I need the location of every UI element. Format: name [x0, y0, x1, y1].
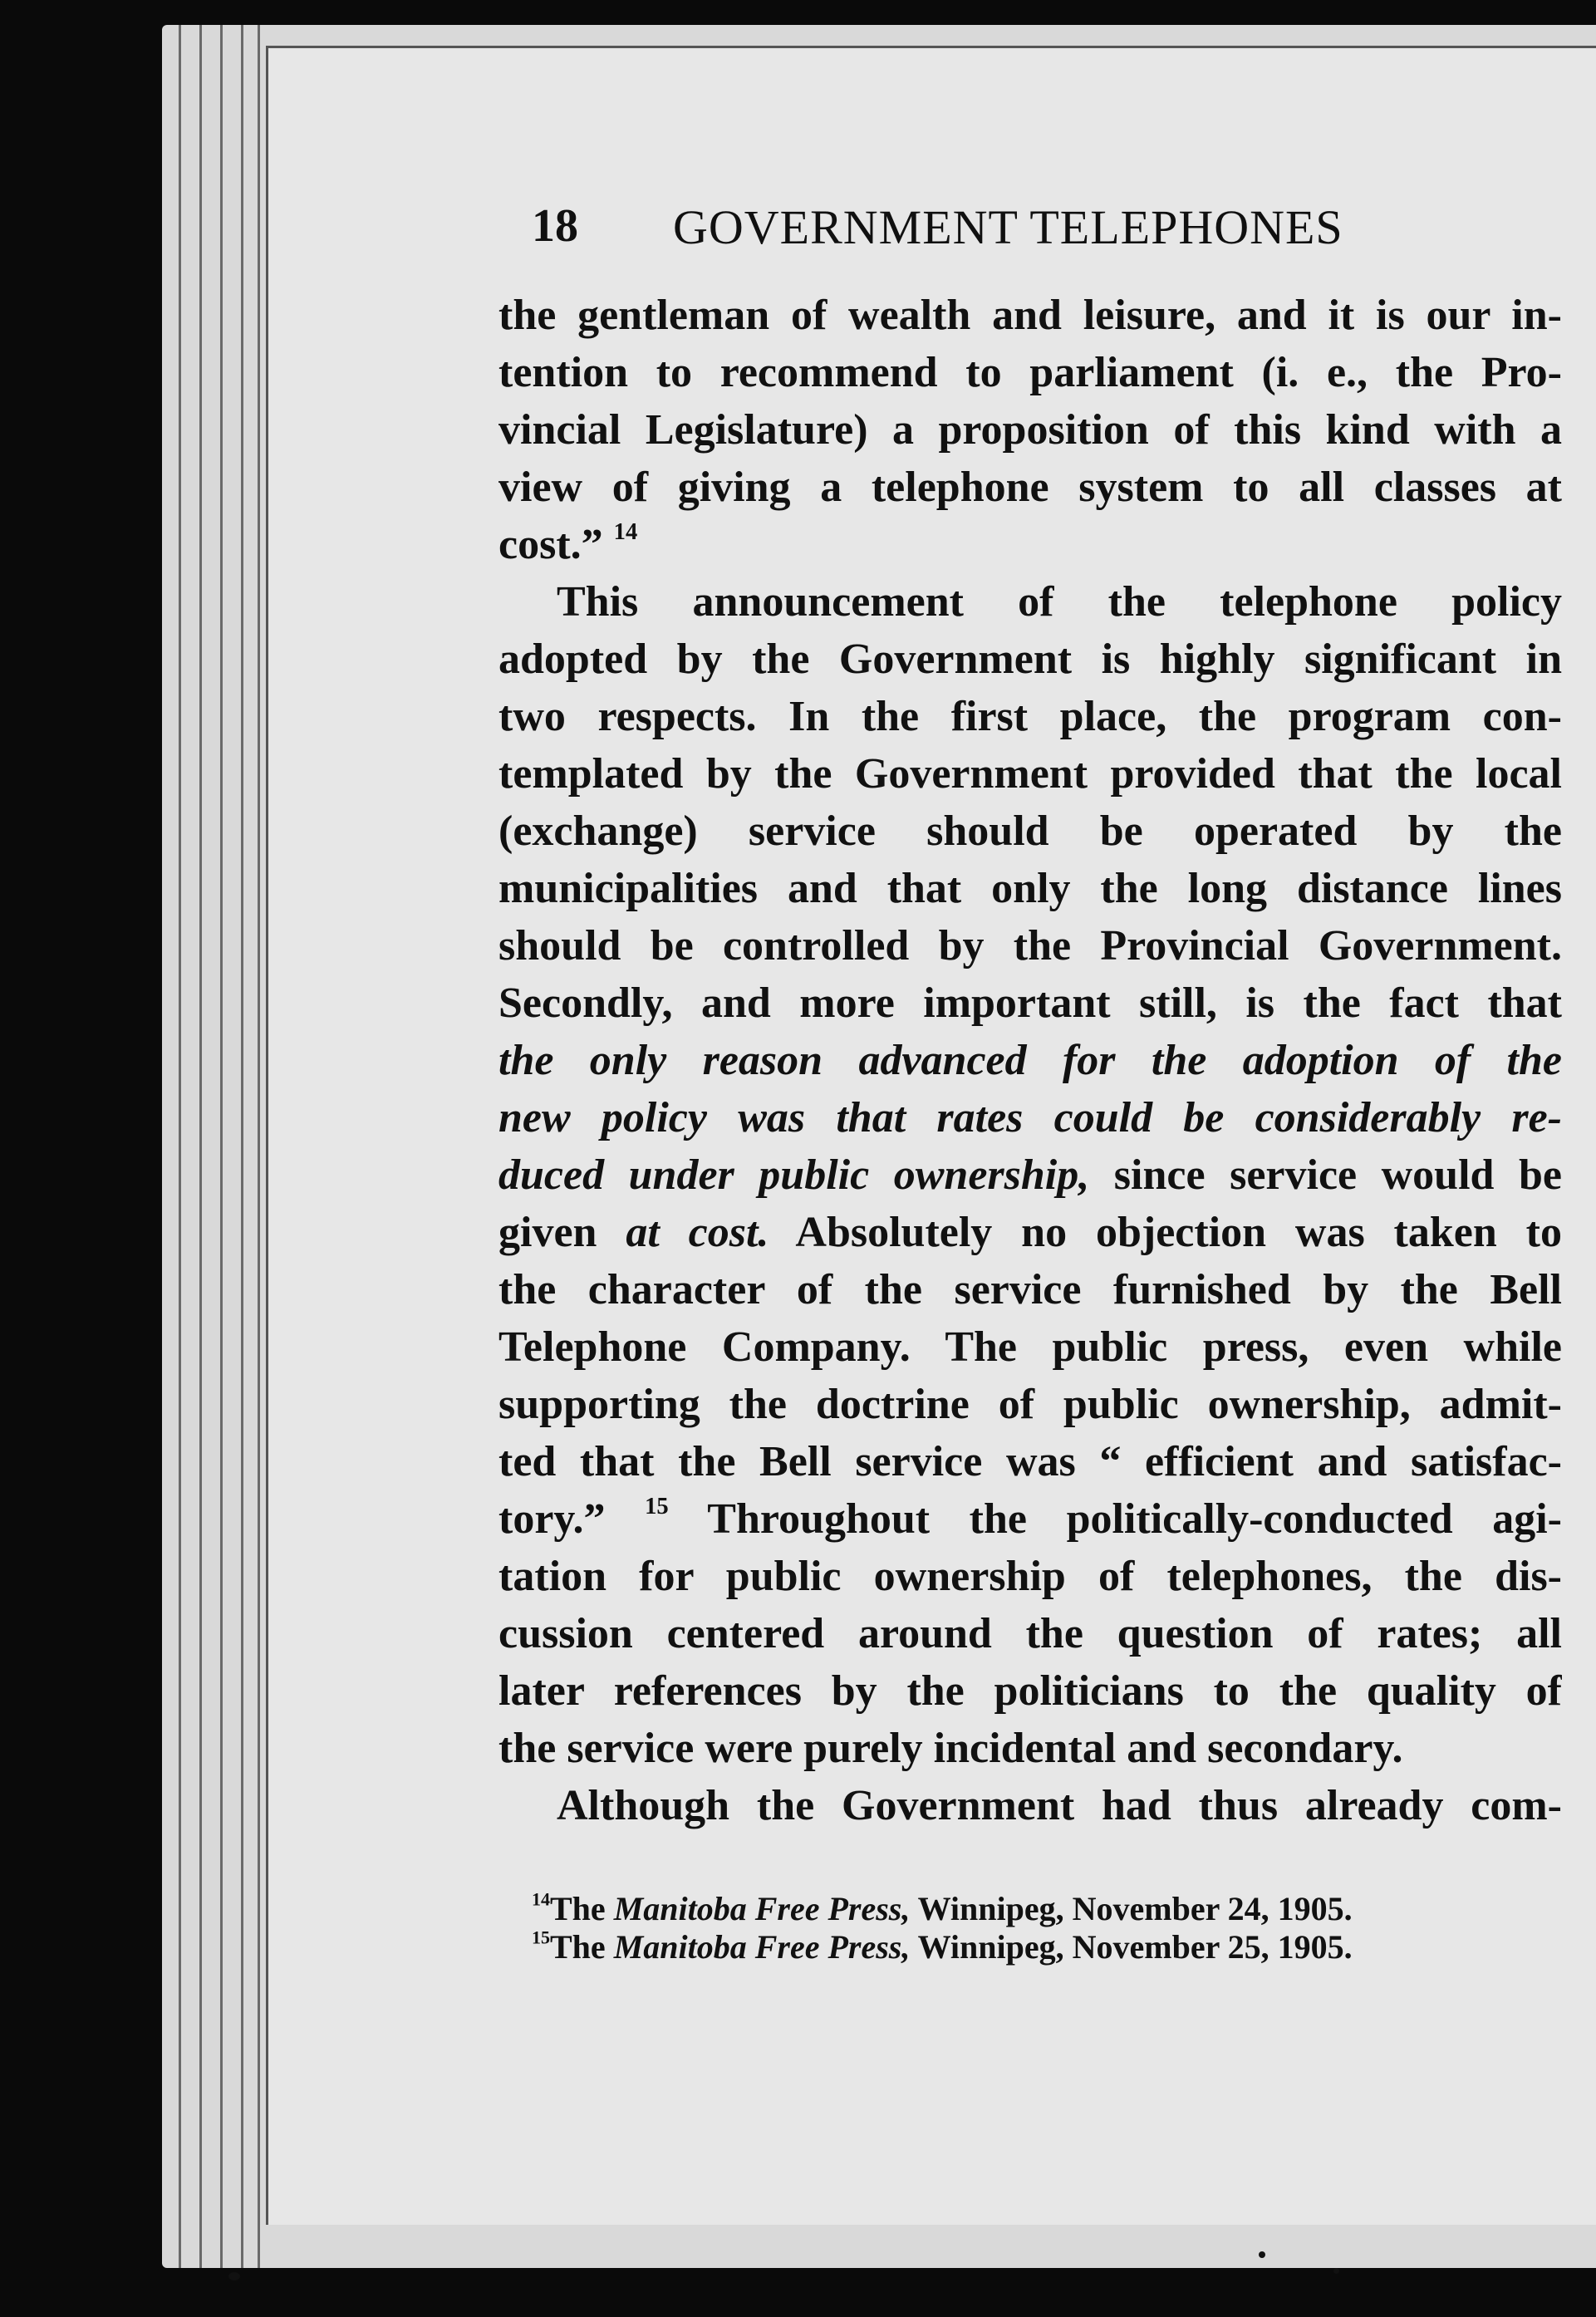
text-line: cussion centered around the question of rates; all — [498, 1610, 1562, 1657]
text-line: Telephone Company. The public press, even while — [498, 1323, 1562, 1371]
footnote — [532, 1890, 1462, 1928]
page-edge — [258, 25, 260, 2268]
text-line — [498, 516, 1562, 573]
text-line: adopted by the Government is highly significant in — [498, 636, 1562, 683]
text-line: later references by the politicians to the quality of — [498, 1667, 1562, 1715]
text-line: the character of the service furnished by the Bell — [498, 1266, 1562, 1313]
text-line: tation for public ownership of telephones, the dis- — [498, 1553, 1562, 1600]
italic-line: the only reason advanced for the adoption of the — [498, 1037, 1562, 1084]
running-title: GOVERNMENT TELEPHONES — [673, 200, 1343, 254]
footnote-number: 14 — [532, 1888, 550, 1910]
text-fragment: tory.” — [498, 1495, 606, 1543]
page-edge — [241, 25, 243, 2268]
footnote-text: The — [550, 1890, 614, 1927]
text-line: the gentleman of wealth and leisure, and it is our in- — [498, 292, 1562, 339]
text-fragment: Throughout the politically-conducted agi- — [668, 1495, 1562, 1543]
footnote-source: Manitoba Free Press, — [613, 1890, 911, 1927]
text-line: Secondly, and more important still, is the fact that — [498, 979, 1562, 1027]
text-line: tention to recommend to parliament (i. e., the Pro- — [498, 349, 1562, 396]
italic-line: new policy was that rates could be considerably re- — [498, 1094, 1562, 1141]
page-header — [532, 199, 1412, 274]
footnote-text: Winnipeg, November 24, 1905. — [910, 1890, 1353, 1927]
italic-fragment: at cost. — [626, 1209, 769, 1256]
footnote-text: Winnipeg, November 25, 1905. — [910, 1928, 1353, 1966]
text-line: This announcement of the telephone policy — [557, 578, 1562, 626]
page-number: 18 — [532, 200, 578, 252]
footnote-ref: 15 — [645, 1494, 669, 1520]
text-line: municipalities and that only the long distance lines — [498, 865, 1562, 912]
footnote-source: Manitoba Free Press, — [613, 1928, 911, 1966]
text-fragment: Absolutely no objection was taken to — [769, 1209, 1562, 1256]
footnote-ref: 14 — [613, 519, 638, 546]
footnote — [532, 1928, 1462, 1966]
text-line — [498, 1032, 1562, 1089]
text-line: Although the Government had thus already com- — [557, 1782, 1562, 1829]
scan-speck — [1333, 2268, 1339, 2274]
text-line — [498, 1490, 1562, 1548]
text-line — [498, 1146, 1562, 1204]
page-edge — [179, 25, 181, 2268]
page-edge — [220, 25, 223, 2268]
text-line: supporting the doctrine of public ownership, admit- — [498, 1381, 1562, 1428]
text-line — [498, 1204, 1562, 1261]
text-fragment: given — [498, 1209, 626, 1256]
text-line: should be controlled by the Provincial Government. — [498, 922, 1562, 970]
footnote-text: The — [550, 1928, 614, 1966]
italic-fragment: duced under public ownership, — [498, 1151, 1090, 1199]
text-line: templated by the Government provided that the local — [498, 750, 1562, 798]
footnotes — [532, 1890, 1462, 1966]
scan-speck — [1259, 2251, 1265, 2258]
text-line: ted that the Bell service was “ efficient and satisfac- — [498, 1438, 1562, 1485]
text-fragment: since service would be — [1089, 1151, 1562, 1199]
page-edge — [199, 25, 202, 2268]
text-fragment: cost.” — [498, 521, 603, 568]
text-line: the service were purely incidental and secondary. — [498, 1725, 1403, 1772]
text-line: view of giving a telephone system to all classes at — [498, 464, 1562, 511]
text-line: vincial Legislature) a proposition of this kind with a — [498, 406, 1562, 454]
body-text — [498, 287, 1562, 1834]
text-line: (exchange) service should be operated by the — [498, 808, 1562, 855]
footnote-number: 15 — [532, 1927, 550, 1948]
text-line: two respects. In the first place, the program con- — [498, 693, 1562, 740]
scan-speck — [228, 2272, 240, 2280]
text-line — [498, 1089, 1562, 1146]
